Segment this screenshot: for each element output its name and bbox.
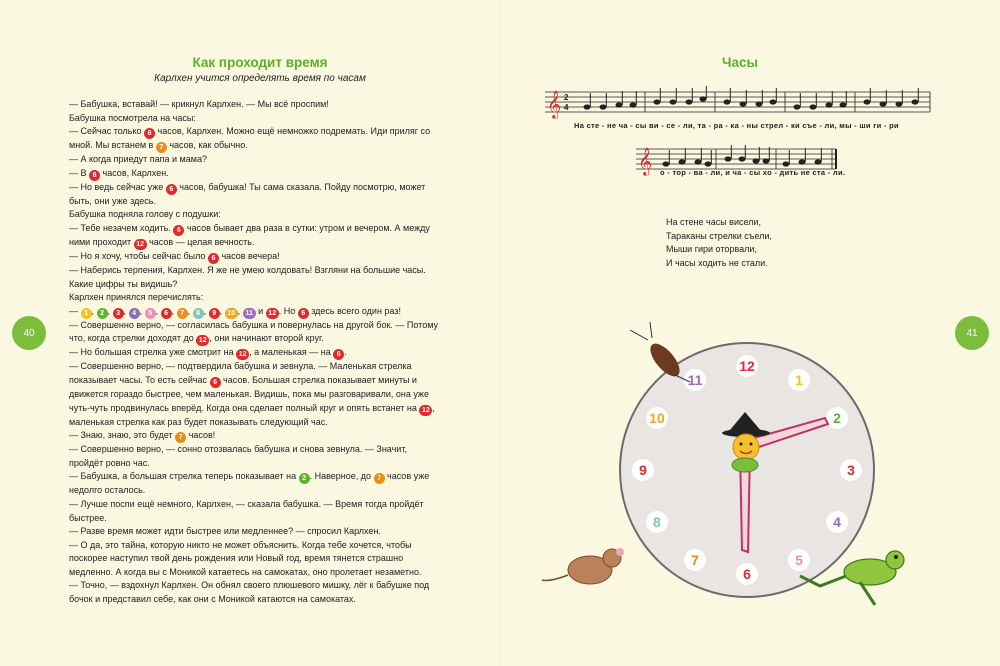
note-head	[679, 159, 686, 164]
number-badge: 12	[266, 308, 279, 319]
story-paragraph: — Лучше поспи ещё немного, Карлхен, — сказала бабушка. — Время тогда пройдёт быстрее.	[69, 498, 424, 523]
story-text	[69, 98, 439, 607]
note-head	[912, 99, 919, 104]
number-badge: 6	[166, 184, 177, 195]
clock-number-2: 2	[833, 410, 841, 426]
clock-number-3: 3	[847, 462, 855, 478]
note-head	[783, 161, 790, 166]
number-badge: 7	[175, 432, 186, 443]
story-paragraph: — Точно, — вздохнул Карлхен. Он обнял своего плюшевого мишку, лёг к бабушке под бочок и представил себе, как они с Моникой катаются на самокатах.	[69, 580, 430, 605]
note-head	[763, 158, 770, 163]
number-badge: 7	[374, 473, 385, 484]
number-badge: 1	[81, 308, 92, 319]
mouse-icon	[542, 548, 624, 584]
poem-line: На стене часы висели,	[666, 217, 761, 227]
note-head	[654, 99, 661, 104]
story-paragraph: — Совершенно верно, — подтвердила бабушка и зевнула. — Маленькая стрелка показывает часы. То есть сейчас 6 часов. Большая стрелка показывает минуты и движется гораздо быстрее, чем маленькая. Видишь, пока мы разговаривали, она уже чуть-чуть продвинулась вперёд. Когда она сделает полный круг и опять встанет на 12 , маленькая стрелка как раз будет показывать следующий час.	[69, 361, 435, 427]
note-head	[700, 96, 707, 101]
number-badge: 10	[225, 308, 238, 319]
page-number-badge-left: 40	[12, 316, 46, 350]
story-paragraph: — Сейчас только 6 часов, Карлхен. Можно ещё немножко подремать. Иди приляг со мной. Мы встанем в 7 часов, как обычно.	[69, 126, 431, 152]
number-badge: 9	[209, 308, 220, 319]
note-head	[740, 101, 747, 106]
clock-number-11: 11	[687, 371, 703, 388]
note-head	[663, 161, 670, 166]
note-head	[725, 156, 732, 161]
note-head	[600, 104, 607, 109]
clock-number-12: 12	[739, 358, 755, 374]
clock-number-8: 8	[653, 514, 661, 530]
number-badge: 12	[236, 349, 249, 360]
story-paragraph: — Совершенно верно, — согласилась бабушка и повернулась на другой бок. — Потому что, когда стрелки доходят до 12 , они начинают второй круг.	[69, 319, 438, 345]
number-badge: 6	[333, 349, 344, 360]
story-paragraph: Карлхен принялся перечислять:	[69, 292, 204, 303]
page-number-badge-right: 41	[955, 316, 989, 350]
story-paragraph: — Знаю, знаю, это будет 7 часов!	[69, 430, 216, 442]
note-head	[826, 102, 833, 107]
story-paragraph: — Бабушка, а большая стрелка теперь показывает на 2 . Наверное, до 7 часов уже недолго осталось.	[69, 471, 430, 496]
story-paragraph: — 1 , 2 , 3 , 4 , 5 , 6 , 7 , 8 , 9 , 10 , 11 и 12 . Но 6 здесь всего один раз!	[69, 305, 401, 317]
note-head	[896, 101, 903, 106]
note-head	[724, 99, 731, 104]
treble-clef-icon: 𝄞	[638, 147, 653, 175]
story-paragraph: — Тебе незачем ходить. 6 часов бывает два раза в сутки: утром и вечером. А между ними проходит 12 часов — целая вечность.	[69, 222, 430, 248]
time-signature-bottom: 4	[564, 103, 569, 112]
note-head	[695, 159, 702, 164]
poem-text	[666, 216, 772, 270]
number-badge: 6	[298, 308, 309, 319]
note-head	[739, 156, 746, 161]
number-badge: 12	[196, 335, 209, 346]
number-badge: 6	[161, 308, 172, 319]
note-head	[840, 102, 847, 107]
note-head	[670, 99, 677, 104]
clock-number-9: 9	[639, 462, 647, 478]
left-page-title: Как проходит время	[192, 55, 328, 70]
story-paragraph: — А когда приедут папа и мама?	[69, 154, 207, 165]
story-paragraph: — Разве время может идти быстрее или медленнее? — спросил Карлхен.	[69, 526, 381, 537]
note-head	[756, 101, 763, 106]
number-badge: 4	[129, 308, 140, 319]
note-head	[815, 159, 822, 164]
note-head	[880, 101, 887, 106]
story-paragraph: — Бабушка, вставай! — крикнул Карлхен. — Мы всё проспим!	[69, 99, 329, 109]
poem-line: И часы ходить не стали.	[666, 257, 768, 268]
number-badge: 7	[177, 308, 188, 319]
number-badge: 6	[173, 225, 184, 236]
story-paragraph: — Но я хочу, чтобы сейчас было 6 часов вечера!	[69, 250, 280, 262]
story-paragraph: — Но ведь сейчас уже 6 часов, бабушка! Ты сама сказала. Пойду посмотрю, может быть, они уже здесь.	[69, 181, 426, 206]
music-staff-line1	[545, 86, 935, 120]
number-badge: 11	[243, 308, 256, 319]
story-paragraph: — Совершенно верно, — сонно отозвалась бабушка и снова зевнула. — Значит, пройдёт ровно час.	[69, 444, 407, 468]
note-head	[705, 161, 712, 166]
clock-number-4: 4	[833, 514, 841, 530]
clock-number-10: 10	[649, 410, 665, 426]
number-badge: 5	[145, 308, 156, 319]
poem-line: Мыши гири оторвали,	[666, 244, 757, 254]
note-head	[810, 104, 817, 109]
clock-number-6: 6	[743, 566, 751, 582]
lyrics-line1: На сте - не ча - сы ви - се - ли, та - ра - ка - ны стрел - ки съе - ли, мы - ши ги - ри	[574, 121, 899, 130]
note-head	[686, 99, 693, 104]
story-paragraph: Бабушка подняла голову с подушки:	[69, 209, 221, 220]
story-paragraph: Бабушка посмотрела на часы:	[69, 112, 196, 123]
page-gutter	[499, 0, 501, 666]
story-paragraph: — Наберись терпения, Карлхен. Я же не умею колдовать! Взгляни на большие часы. Какие цифры ты видишь?	[69, 264, 426, 289]
number-badge: 6	[89, 170, 100, 181]
note-head	[770, 99, 777, 104]
treble-clef-icon: 𝄞	[547, 90, 562, 118]
number-badge: 3	[113, 308, 124, 319]
story-paragraph: — В 6 часов, Карлхен.	[69, 167, 169, 179]
notes-line1	[584, 86, 919, 110]
story-paragraph: — О да, это тайна, которую никто не может объяснить. Когда тебе хочется, чтобы поскорее наступил твой день рождения или Новый год, время тянется страшно медленно. А когда вы с Моникой катаетесь на самокатах, оно пролетает незаметно.	[69, 539, 422, 577]
note-head	[630, 102, 637, 107]
number-badge: 2	[299, 473, 310, 484]
number-badge: 6	[208, 253, 219, 264]
number-badge: 6	[210, 377, 221, 388]
note-head	[753, 158, 760, 163]
poem-line: Тараканы стрелки съели,	[666, 230, 772, 241]
lyrics-line2: о - тор - ва - ли, и ча - сы хо - дить не ста - ли.	[660, 168, 846, 177]
time-signature-top: 2	[564, 93, 569, 102]
note-head	[799, 159, 806, 164]
note-head	[584, 104, 591, 109]
number-badge: 8	[193, 308, 204, 319]
clock-number-7: 7	[691, 552, 699, 569]
clock-number-1: 1	[795, 371, 803, 388]
number-badge: 7	[156, 142, 167, 153]
number-badge: 2	[97, 308, 108, 319]
number-badge: 12	[419, 405, 432, 416]
note-head	[864, 99, 871, 104]
number-badge: 6	[144, 128, 155, 139]
clock-number-5: 5	[795, 552, 803, 569]
note-head	[616, 102, 623, 107]
right-page-title: Часы	[721, 55, 759, 70]
note-head	[794, 104, 801, 109]
story-paragraph: — Но большая стрелка уже смотрит на 12 , а маленькая — на 6 .	[69, 347, 347, 359]
clock-illustration	[530, 320, 1000, 620]
number-badge: 12	[134, 239, 147, 250]
notes-line2	[663, 145, 822, 167]
left-page-subtitle: Карлхен учится определять время по часам	[154, 73, 366, 84]
